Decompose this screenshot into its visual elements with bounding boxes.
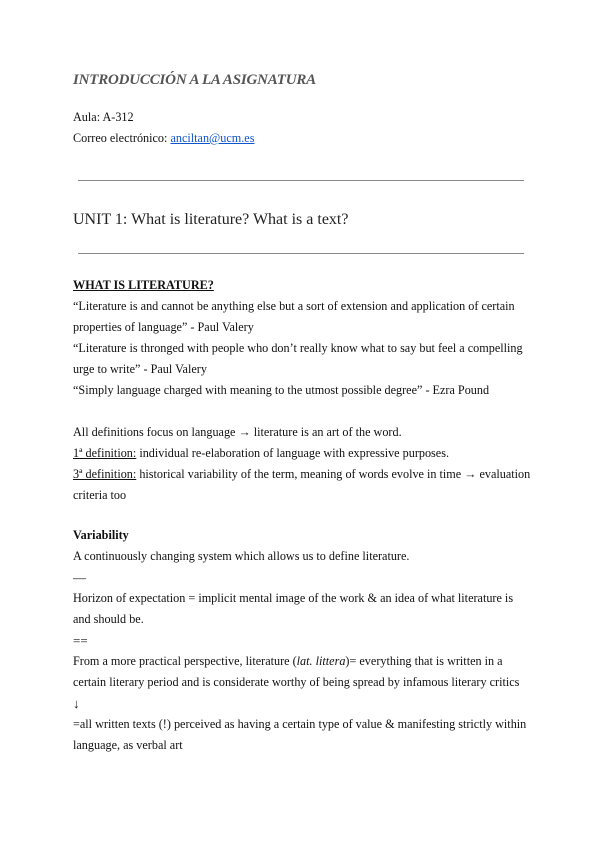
quote-2-line-1: “Literature is thronged with people who don’t really know what to say but feel a compelling bbox=[73, 341, 523, 355]
definition-3-text: historical variability of the term, meaning of words evolve in time → evaluation bbox=[136, 467, 531, 481]
variability-line-1: A continuously changing system which allows us to define literature. bbox=[73, 549, 410, 563]
horizon-line-2: and should be. bbox=[73, 612, 144, 626]
room-label: Aula: bbox=[73, 110, 101, 124]
definition-1-label: 1ª definition: bbox=[73, 446, 137, 460]
definitions-intro: All definitions focus on language → literature is an art of the word. bbox=[73, 425, 402, 439]
email-line bbox=[73, 130, 254, 147]
quote-2-line-2: urge to write” - Paul Valery bbox=[73, 362, 207, 376]
unit-heading: UNIT 1: What is literature? What is a text? bbox=[73, 211, 349, 228]
latin-term: lat. littera bbox=[296, 654, 346, 668]
spacer bbox=[73, 401, 533, 422]
variability-heading: Variability bbox=[73, 528, 129, 542]
practical-line-2: certain literary period and is considerate worthy of being spread by infamous literary critics bbox=[73, 675, 520, 689]
written-texts-line-2: language, as verbal art bbox=[73, 738, 183, 752]
definition-3-cont: criteria too bbox=[73, 488, 127, 502]
down-arrow-icon: ↓ bbox=[73, 696, 80, 711]
horizon-line-1: Horizon of expectation = implicit mental image of the work & an idea of what literature is bbox=[73, 591, 514, 605]
quote-1-line-2: properties of language” - Paul Valery bbox=[73, 320, 254, 334]
dash-symbol: — bbox=[73, 570, 86, 585]
definition-3-label: 3ª definition: bbox=[73, 467, 137, 481]
email-label: Correo electrónico: bbox=[73, 131, 168, 145]
room-line bbox=[73, 109, 134, 126]
quote-3: “Simply language charged with meaning to the utmost possible degree” - Ezra Pound bbox=[73, 383, 490, 397]
definition-3 bbox=[73, 464, 533, 485]
definition-1-text: individual re-elaboration of language with expressive purposes. bbox=[136, 446, 450, 460]
divider-top bbox=[78, 180, 524, 181]
equals-symbol: == bbox=[73, 633, 88, 648]
written-texts-line-1: =all written texts (!) perceived as having a certain type of value & manifesting strictly within bbox=[73, 717, 527, 731]
practical-post: )= everything that is written in a bbox=[345, 654, 503, 668]
definition-1 bbox=[73, 443, 533, 464]
course-title: INTRODUCCIÓN A LA ASIGNATURA bbox=[73, 72, 316, 88]
divider-bottom bbox=[78, 253, 524, 254]
section-what-is-literature bbox=[73, 275, 533, 506]
section-variability bbox=[73, 525, 533, 756]
practical-line-1 bbox=[73, 651, 533, 672]
room-value: A-312 bbox=[102, 110, 134, 124]
email-link[interactable]: anciltan@ucm.es bbox=[170, 131, 255, 145]
quote-1-line-1: “Literature is and cannot be anything else but a sort of extension and application of certain bbox=[73, 299, 515, 313]
section-heading: WHAT IS LITERATURE? bbox=[73, 278, 214, 292]
practical-pre: From a more practical perspective, literature ( bbox=[73, 654, 297, 668]
